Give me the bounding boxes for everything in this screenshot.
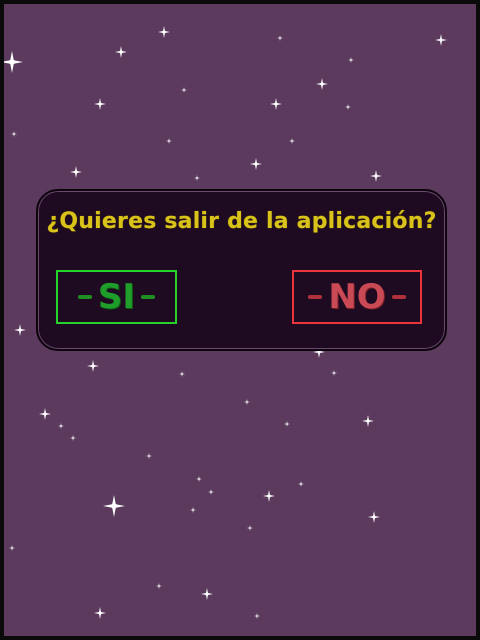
sparkle-star-icon — [331, 370, 337, 376]
sparkle-star-icon — [58, 423, 64, 429]
sparkle-star-icon — [70, 166, 82, 178]
sparkle-star-icon — [289, 138, 295, 144]
sparkle-star-icon — [190, 507, 196, 513]
yes-button[interactable] — [56, 270, 177, 324]
sparkle-star-icon — [435, 34, 447, 46]
sparkle-star-icon — [9, 545, 15, 551]
sparkle-star-icon — [370, 170, 382, 182]
sparkle-star-icon — [277, 35, 283, 41]
sparkle-star-icon — [103, 495, 125, 517]
sparkle-star-icon — [11, 131, 17, 137]
exit-question-text: ¿Quieres salir de la aplicación? — [46, 209, 437, 234]
sparkle-star-icon — [87, 360, 99, 372]
dash-right-decoration — [392, 295, 406, 299]
sparkle-star-icon — [115, 46, 127, 58]
sparkle-star-icon — [254, 613, 260, 619]
no-button[interactable] — [292, 270, 422, 324]
sparkle-star-icon — [94, 98, 106, 110]
dash-left-decoration — [78, 295, 92, 299]
sparkle-star-icon — [284, 421, 290, 427]
sparkle-star-icon — [1, 51, 23, 73]
dash-right-decoration — [141, 295, 155, 299]
sparkle-star-icon — [316, 78, 328, 90]
sparkle-star-icon — [270, 98, 282, 110]
sparkle-star-icon — [298, 481, 304, 487]
sparkle-star-icon — [362, 415, 374, 427]
sparkle-star-icon — [263, 490, 275, 502]
sparkle-star-icon — [158, 26, 170, 38]
sparkle-star-icon — [179, 371, 185, 377]
sparkle-star-icon — [166, 138, 172, 144]
no-button-label: NO — [328, 277, 386, 317]
sparkle-star-icon — [146, 453, 152, 459]
exit-dialog — [36, 189, 447, 351]
sparkle-star-icon — [14, 324, 26, 336]
sparkle-star-icon — [181, 87, 187, 93]
sparkle-star-icon — [250, 158, 262, 170]
yes-button-label: SI — [97, 277, 136, 317]
sparkle-star-icon — [194, 175, 200, 181]
sparkle-star-icon — [94, 607, 106, 619]
sparkle-star-icon — [368, 511, 380, 523]
sparkle-star-icon — [244, 399, 250, 405]
sparkle-star-icon — [196, 476, 202, 482]
sparkle-star-icon — [39, 408, 51, 420]
dash-left-decoration — [308, 295, 322, 299]
sparkle-star-icon — [247, 525, 253, 531]
sparkle-star-icon — [156, 583, 162, 589]
sparkle-star-icon — [348, 57, 354, 63]
sparkle-star-icon — [201, 588, 213, 600]
sparkle-star-icon — [70, 435, 76, 441]
sparkle-star-icon — [208, 489, 214, 495]
sparkle-star-icon — [345, 104, 351, 110]
